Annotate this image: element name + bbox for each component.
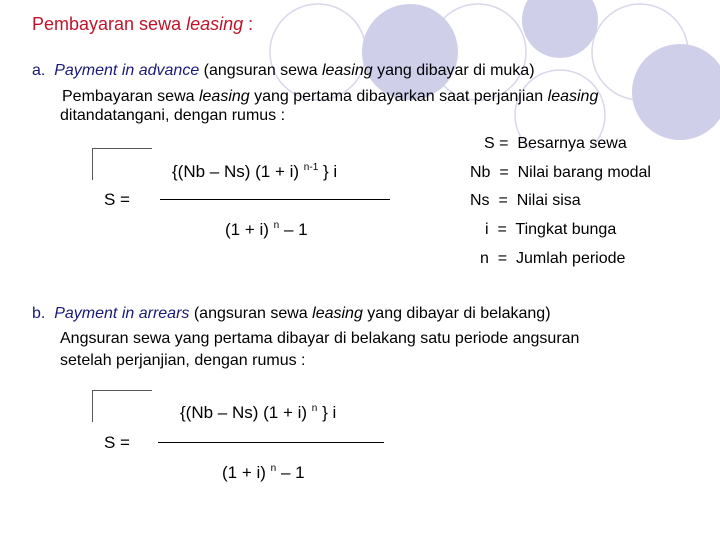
definition-nb: Nb = Nilai barang modal (470, 164, 651, 181)
definition-ns: Ns = Nilai sisa (470, 192, 581, 209)
definition-n: n = Jumlah periode (480, 250, 626, 267)
section-b-line2: setelah perjanjian, dengan rumus : (60, 352, 306, 369)
formula-a-bracket-top (92, 148, 152, 149)
circle-filled (632, 44, 720, 140)
section-a-heading: a. Payment in advance (angsuran sewa leasing yang dibayar di muka) (32, 62, 535, 79)
formula-b-bracket-left (92, 390, 93, 422)
definition-i: i = Tingkat bunga (485, 221, 617, 238)
formula-b-fraction-bar (158, 442, 384, 443)
definition-s: S = Besarnya sewa (484, 135, 627, 152)
section-b-heading: b. Payment in arrears (angsuran sewa leasing yang dibayar di belakang) (32, 305, 551, 322)
section-a-line1: Pembayaran sewa leasing yang pertama dibayarkan saat perjanjian leasing (62, 88, 599, 105)
formula-a-denominator: (1 + i) $^n$ – 1 (225, 220, 308, 239)
formula-b-numerator: {(Nb – Ns) (1 + i) $^n$ } i (180, 403, 337, 422)
formula-a-fraction-bar (160, 199, 390, 200)
section-b-line1: Angsuran sewa yang pertama dibayar di belakang satu periode angsuran (60, 330, 580, 347)
circle-outline (270, 4, 366, 100)
formula-b-denominator: (1 + i) $^n$ – 1 (222, 463, 305, 482)
formula-b-lhs: S = (104, 433, 130, 452)
circle-filled (522, 0, 598, 58)
section-a-line2: ditandatangani, dengan rumus : (60, 107, 286, 124)
formula-a-lhs: S = (104, 190, 130, 209)
circle-filled (362, 4, 458, 100)
formula-a-numerator: {(Nb – Ns) (1 + i) $^{n-1}$ } i (172, 162, 338, 181)
page-title: Pembayaran sewa leasing : (32, 14, 254, 34)
formula-b-bracket-top (92, 390, 152, 391)
formula-a-bracket-left (92, 148, 93, 180)
